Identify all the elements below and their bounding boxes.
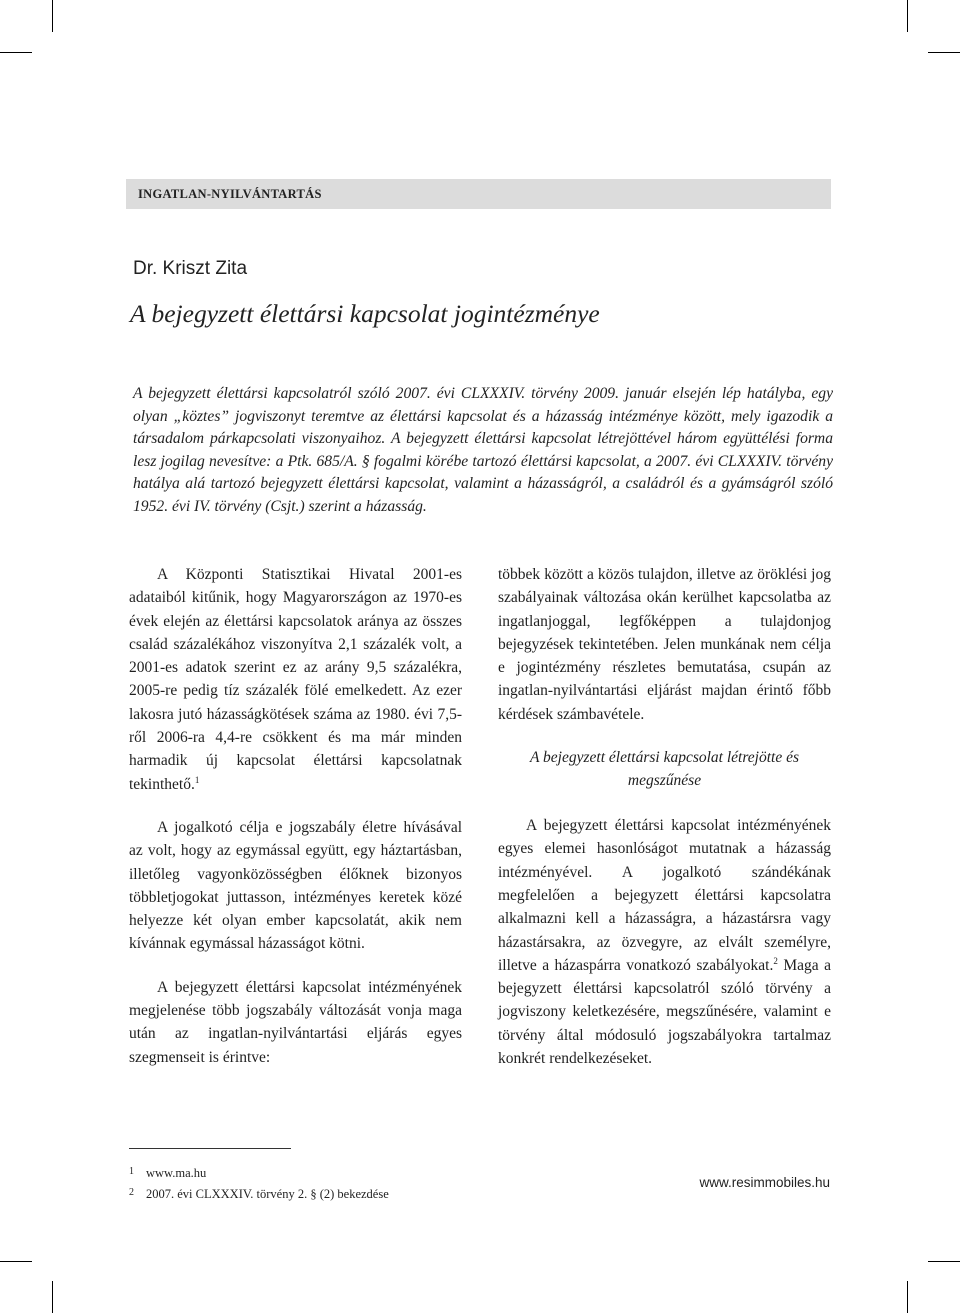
paragraph: A bejegyzett élettársi kapcsolat intézményének megjelenése több jogszabály változását vonja maga után az ingatlan-nyilvántartási eljárás egyes szegmenseit is érintve:	[129, 978, 462, 1066]
article-abstract: A bejegyzett élettársi kapcsolatról szóló 2007. évi CLXXXIV. törvény 2009. január elsején lép hatályba, egy olyan „köztes” jogviszonyt teremtve az élettársi kapcsolat és a házasság intézménye között, mely igazodik a társadalom párkapcsolati viszonyaihoz. A bejegyzett élettársi kapcsolat létrejöttével három együttélési forma lesz jogilag nevesítve: a Ptk. 685/A. § fogalmi körébe tartozó élettársi kapcsolat, a 2007. évi CLXXXIV. törvény hatálya alá tartozó bejegyzett élettársi kapcsolat, valamint a házasságról, a családról és a gyámságról szóló 1952. évi IV. törvény (Csjt.) szerint a házasság.	[133, 385, 833, 515]
footnote-divider	[129, 1148, 291, 1149]
paragraph	[498, 814, 831, 1070]
crop-mark-top-left	[52, 0, 53, 32]
footnote	[129, 1187, 389, 1202]
paragraph: többek között a közös tulajdon, illetve az öröklési jog szabályainak változása okán kerülhet kapcsolatba az ingatlanjoggal, legfőképpen a tulajdonjog bejegyzések tekintetében. Jelen munkának nem célja e jogintézmény részletes bemutatása, csupán az ingatlan-nyilvántartási eljárást majdan érintő főbb kérdések számbavétele.	[498, 566, 831, 723]
left-column	[129, 563, 462, 1069]
footnote-number: 2	[129, 1187, 134, 1198]
section-label: INGATLAN-NYILVÁNTARTÁS	[138, 187, 322, 201]
paragraph-text: A bejegyzett élettársi kapcsolat intézményének egyes elemei hasonlóságot mutatnak a házasság intézményével. A jogalkotó szándékának megfelelően a bejegyzett élettársi kapcsolatra alkalmazni kell a házasságra, a házastársra vagy házastársakra, az özvegyre, az elvált személyre, illetve a házaspárra vonatkozó szabályokat.	[498, 817, 831, 974]
section-header-bar	[126, 179, 831, 209]
footnote-text: 2007. évi CLXXXIV. törvény 2. § (2) bekezdése	[146, 1187, 389, 1201]
footnote	[129, 1166, 206, 1181]
crop-mark-top-left-h	[0, 52, 32, 53]
paragraph-text: A Központi Statisztikai Hivatal 2001-es adataiból kitűnik, hogy Magyarországon az 1970-es évek elején az élettársi kapcsolatok aránya az összes család százalékához viszonyítva 2,1 százalék volt, a 2001-es adatok szerint ez az arány 9,5 százalékra, 2005-re pedig tíz százalék fölé emelkedett. Az ezer lakosra jutó házasságkötések száma az 1980. évi 7,5-ről 2006-ra 4,4-re csökkent és ma már minden harmadik új kapcsolat élettársi kapcsolatnak tekinthető.	[129, 566, 462, 793]
paragraph: A jogalkotó célja e jogszabály életre hívásával az volt, hogy az egymással együtt, egy háztartásban, illetőleg vagyonközösségben élőknek bizonyos többletjogokat juttasson, intézményes keretek közé helyezze két olyan ember kapcsolatát, akik nem kívánnak egymással házasságot kötni.	[129, 818, 462, 953]
article-title: A bejegyzett élettársi kapcsolat jogintézménye	[130, 299, 600, 328]
section-subheading: A bejegyzett élettársi kapcsolat létrejötte és megszűnése	[529, 749, 800, 790]
footnote-number: 1	[129, 1166, 134, 1177]
website-link[interactable]: www.resimmobiles.hu	[699, 1175, 830, 1190]
footnote-ref: 2	[773, 955, 778, 966]
author-name: Dr. Kriszt Zita	[133, 258, 248, 279]
crop-mark-top-right-h	[928, 52, 960, 53]
footnote-ref: 1	[194, 774, 200, 785]
crop-mark-bottom-left-h	[0, 1261, 32, 1262]
right-column	[498, 563, 831, 1070]
paragraph-text: Maga a bejegyzett élettársi kapcsolatról szóló törvény a jogviszony keletkezésére, megszűnésére, valamint e törvény által módosuló jogszabályokra tartalmaz konkrét rendelkezéseket.	[498, 956, 831, 1068]
footnote-text: www.ma.hu	[146, 1166, 207, 1180]
crop-mark-bottom-left	[52, 1281, 53, 1313]
crop-mark-bottom-right-h	[928, 1261, 960, 1262]
paragraph	[129, 563, 462, 796]
crop-mark-top-right	[907, 0, 908, 32]
crop-mark-bottom-right	[907, 1281, 908, 1313]
